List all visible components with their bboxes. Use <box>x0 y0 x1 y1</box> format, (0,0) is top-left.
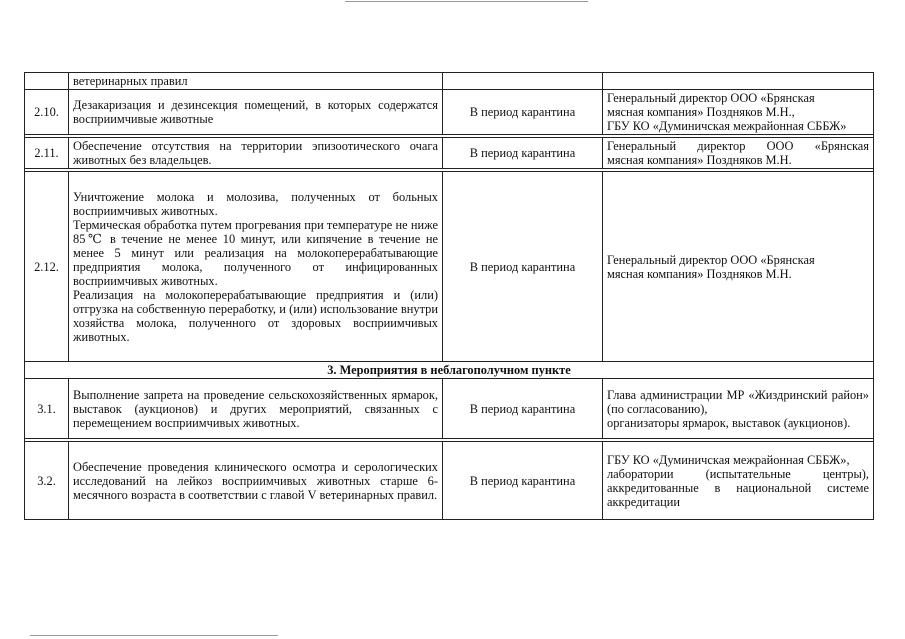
responsible-line: ГБУ КО «Думиничская межрайонная СББЖ» <box>607 119 847 133</box>
row-responsible <box>603 442 874 520</box>
responsible-line: мясная компания» Поздняков М.Н., <box>607 105 795 119</box>
row-period: В период карантина <box>443 172 603 362</box>
row-action: Выполнение запрета на проведение сельскохозяйственных ярмарок, выставок (аукционов) и других мероприятий, связанных с перемещением восприимчивых животных. <box>69 379 443 439</box>
table-row <box>25 138 874 169</box>
responsible-line: мясная компания» Поздняков М.Н. <box>607 153 792 167</box>
row-period: В период карантина <box>443 90 603 135</box>
row-period: В период карантина <box>443 442 603 520</box>
measures-table <box>24 72 874 520</box>
row-number: 3.1. <box>25 379 69 439</box>
responsible-line: Генеральный директор ООО «Брянская <box>607 91 815 105</box>
row-responsible <box>603 138 874 169</box>
row-period: В период карантина <box>443 138 603 169</box>
row-action <box>69 172 443 362</box>
row-responsible <box>603 379 874 439</box>
responsible-line: Генеральный директор ООО «Брянская <box>607 139 869 153</box>
responsible-line: Генеральный директор ООО «Брянская <box>607 252 815 267</box>
responsible-line: лаборатории (испытательные центры), аккредитованные в национальной системе аккредитации <box>607 466 869 509</box>
table-row <box>25 442 874 520</box>
row-responsible <box>603 172 874 362</box>
row-number: 2.10. <box>25 90 69 135</box>
row-action: Обеспечение отсутствия на территории эпизоотического очага животных без владельцев. <box>69 138 443 169</box>
section-row <box>25 362 874 379</box>
action-paragraph: Реализация на молокоперерабатывающие предприятия и (или) отгрузка на собственную переработку, и (или) использование внутри хозяйства молока, полученного от здоровых восприимчивых животных. <box>73 287 438 344</box>
row-number: 2.12. <box>25 172 69 362</box>
row-action: Дезакаризация и дезинсекция помещений, в которых содержатся восприимчивые животные <box>69 90 443 135</box>
table-row <box>25 73 874 90</box>
responsible-line: мясная компания» Поздняков М.Н. <box>607 266 792 281</box>
row-action: ветеринарных правил <box>69 73 443 90</box>
row-period <box>443 73 603 90</box>
row-number: 2.11. <box>25 138 69 169</box>
table-row <box>25 90 874 135</box>
bottom-rule <box>30 635 278 636</box>
row-number <box>25 73 69 90</box>
row-action: Обеспечение проведения клинического осмотра и серологических исследований на лейкоз восприимчивых животных старше 6-месячного возраста в соответствии с главой V ветеринарных правил. <box>69 442 443 520</box>
row-responsible <box>603 73 874 90</box>
table-row <box>25 379 874 439</box>
action-paragraph: Уничтожение молока и молозива, полученных от больных восприимчивых животных. <box>73 189 438 218</box>
action-paragraph: Термическая обработка путем прогревания при температуре не ниже 85℃ в течение не менее 10 минут, или кипячение в течение не менее 5 минут или реализация на молокоперерабатывающие предприятия молока, полученного от инфицированных восприимчивых животных. <box>73 217 438 288</box>
top-rule <box>345 1 588 2</box>
section-title: 3. Мероприятия в неблагополучном пункте <box>25 362 874 379</box>
responsible-line: Глава администрации МР «Жиздринский район» (по согласованию), <box>607 387 869 416</box>
row-responsible <box>603 90 874 135</box>
table-row <box>25 172 874 362</box>
responsible-line: ГБУ КО «Думиничская межрайонная СББЖ», <box>607 452 850 467</box>
row-period: В период карантина <box>443 379 603 439</box>
row-number: 3.2. <box>25 442 69 520</box>
responsible-line: организаторы ярмарок, выставок (аукционов). <box>607 415 851 430</box>
